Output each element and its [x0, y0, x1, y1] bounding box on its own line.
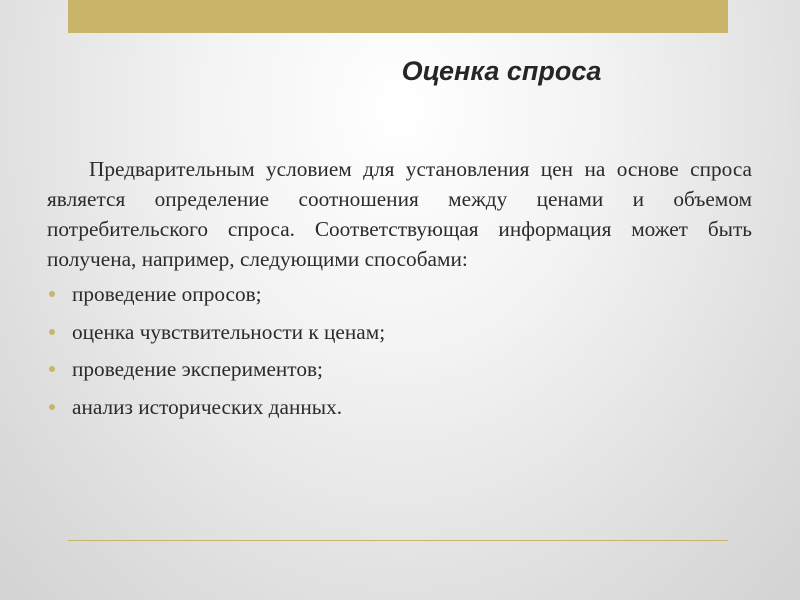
- top-accent-bar: [68, 0, 728, 33]
- intro-paragraph: Предварительным условием для установления цен на основе спроса является определение соотношения между ценами и объемом потребительского спроса. Соответствующая информация может быть получена, например, следующими способами:: [47, 157, 752, 271]
- list-item-text: анализ исторических данных.: [72, 394, 343, 419]
- list-item-text: проведение экспериментов;: [72, 357, 323, 381]
- bullet-list: [47, 276, 752, 426]
- list-item-text: оценка чувствительности к ценам;: [72, 319, 386, 344]
- list-item: [47, 276, 752, 314]
- bullet-dot-icon: [49, 366, 55, 372]
- list-item-text: проведение опросов;: [72, 282, 262, 306]
- slide-content: [47, 154, 752, 426]
- bullet-dot-icon: [49, 329, 55, 335]
- slide-title: Оценка спроса: [401, 56, 602, 86]
- list-item: [47, 351, 752, 389]
- list-item: [47, 389, 752, 427]
- bottom-divider: [68, 540, 728, 541]
- bullet-dot-icon: [49, 291, 55, 297]
- bullet-dot-icon: [49, 404, 55, 410]
- list-item: [47, 314, 752, 352]
